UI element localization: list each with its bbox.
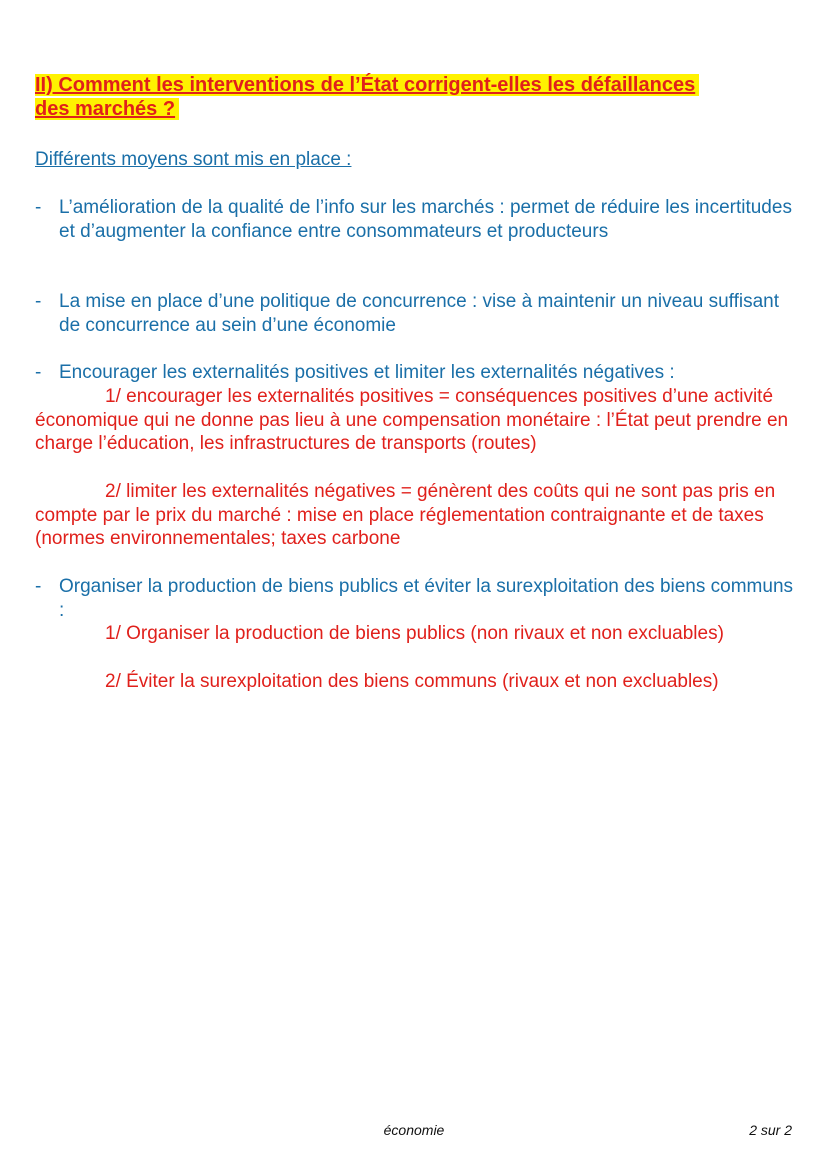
bullet-text: La mise en place d’une politique de concurrence : vise à maintenir un niveau suffisant de concurrence au sein d’une économie <box>59 291 779 336</box>
bullet-item <box>35 361 795 385</box>
bullet-text: Organiser la production de biens publics et éviter la surexploitation des biens communs : <box>59 576 794 621</box>
sub-point: 1/ Organiser la production de biens publics (non rivaux et non excluables) <box>105 623 724 644</box>
bullet-text: L’amélioration de la qualité de l’info sur les marchés : permet de réduire les incertitudes et d’augmenter la confiance entre consommateurs et producteurs <box>59 197 792 242</box>
intro-text: Différents moyens sont mis en place : <box>35 149 352 170</box>
sub-point: 2/ limiter les externalités négatives = génèrent des coûts qui ne sont pas pris en compte par le prix du marché : mise en place réglementation contraignante et de taxes (normes environnementales; taxes carbone <box>35 481 776 549</box>
bullet-item <box>35 290 795 337</box>
heading-line-1: II) Comment les interventions de l’État corrigent-elles les défaillances <box>35 74 699 96</box>
page-number: 2 sur 2 <box>749 1122 792 1138</box>
bullet-item <box>35 196 795 243</box>
sub-point: 2/ Éviter la surexploitation des biens communs (rivaux et non excluables) <box>105 671 719 692</box>
bullet-dash: - <box>35 197 42 218</box>
footer-subject: économie <box>383 1122 445 1138</box>
heading-line-2: des marchés ? <box>35 98 179 120</box>
bullet-dash: - <box>35 362 42 383</box>
bullet-text: Encourager les externalités positives et limiter les externalités négatives : <box>59 362 675 383</box>
bullet-dash: - <box>35 576 42 597</box>
bullet-item <box>35 575 795 622</box>
bullet-dash: - <box>35 291 42 312</box>
section-heading <box>35 73 795 121</box>
sub-point: 1/ encourager les externalités positives = conséquences positives d’une activité économique qui ne donne pas lieu à une compensation monétaire : l’État peut prendre en charge l’éducation, les infrastructures de transports (routes) <box>35 386 789 454</box>
